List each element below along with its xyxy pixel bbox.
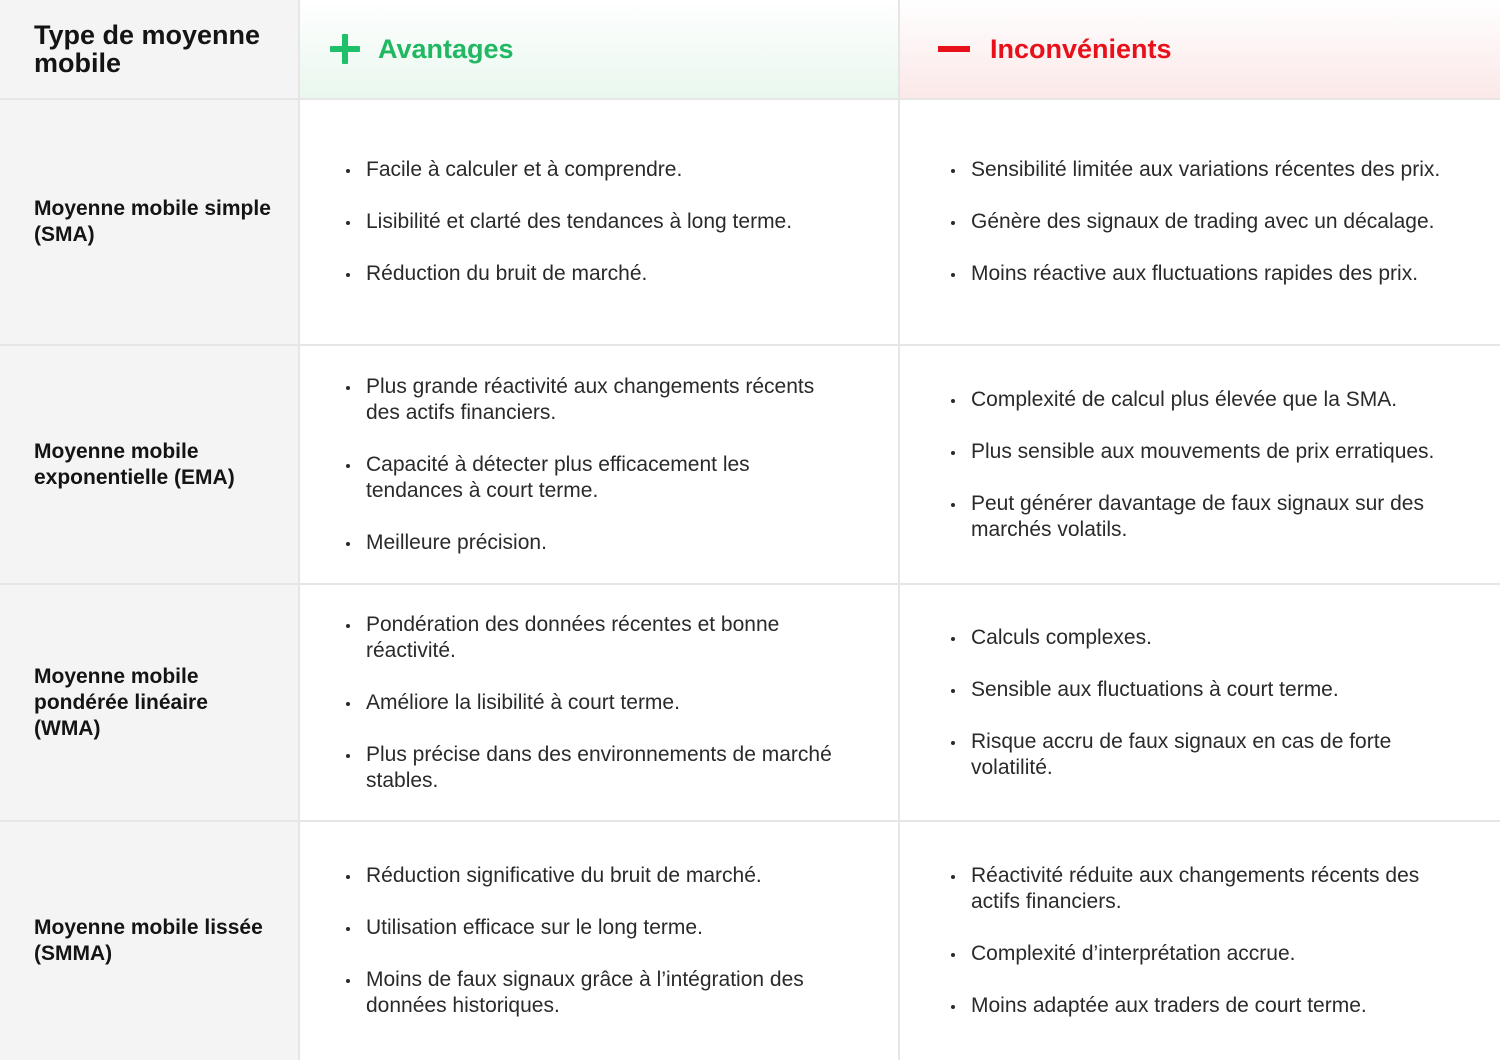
list-item: Moins réactive aux fluctuations rapides des prix. [951, 261, 1440, 287]
list-item: Calculs complexes. [951, 625, 1451, 651]
header-type-title: Type de moyenne mobile [34, 20, 261, 78]
list-item: Moins adaptée aux traders de court terme. [951, 993, 1451, 1019]
list-item: Plus sensible aux mouvements de prix erratiques. [951, 439, 1451, 465]
row-type-cell [0, 346, 300, 585]
advantages-list [346, 612, 846, 794]
list-item: Réduction du bruit de marché. [346, 261, 792, 287]
list-item: Améliore la lisibilité à court terme. [346, 690, 846, 716]
list-item: Utilisation efficace sur le long terme. [346, 915, 846, 941]
advantages-cell [300, 100, 900, 346]
row-type-label: Moyenne mobile pondérée linéaire (WMA) [34, 664, 208, 740]
list-item: Complexité de calcul plus élevée que la SMA. [951, 387, 1451, 413]
list-item: Capacité à détecter plus efficacement les tendances à court terme. [346, 452, 846, 504]
list-item: Plus grande réactivité aux changements récents des actifs financiers. [346, 374, 846, 426]
advantages-list [346, 157, 792, 287]
disadvantages-list [951, 863, 1451, 1019]
advantages-cell [300, 585, 900, 822]
list-item: Pondération des données récentes et bonne réactivité. [346, 612, 846, 664]
list-item: Réactivité réduite aux changements récents des actifs financiers. [951, 863, 1451, 915]
header-advantages-cell [300, 0, 900, 100]
row-type-cell [0, 822, 300, 1060]
disadvantages-cell [900, 822, 1500, 1060]
row-type-cell [0, 585, 300, 822]
row-type-label: Moyenne mobile lissée (SMMA) [34, 916, 263, 965]
header-type-cell [0, 0, 300, 100]
advantages-cell [300, 822, 900, 1060]
list-item: Plus précise dans des environnements de marché stables. [346, 742, 846, 794]
list-item: Lisibilité et clarté des tendances à long terme. [346, 209, 792, 235]
advantages-list [346, 374, 846, 556]
row-type-cell [0, 100, 300, 346]
disadvantages-cell [900, 100, 1500, 346]
row-type-label: Moyenne mobile exponentielle (EMA) [34, 439, 235, 489]
minus-icon [938, 46, 970, 52]
disadvantages-list [951, 625, 1451, 781]
list-item: Génère des signaux de trading avec un décalage. [951, 209, 1440, 235]
header-advantages-label: Avantages [378, 33, 514, 64]
advantages-cell [300, 346, 900, 585]
disadvantages-list [951, 387, 1451, 543]
plus-icon [330, 34, 360, 64]
disadvantages-cell [900, 585, 1500, 822]
list-item: Complexité d’interprétation accrue. [951, 941, 1451, 967]
list-item: Facile à calculer et à comprendre. [346, 157, 792, 183]
list-item: Meilleure précision. [346, 530, 846, 556]
advantages-list [346, 863, 846, 1019]
list-item: Réduction significative du bruit de marché. [346, 863, 846, 889]
list-item: Sensibilité limitée aux variations récentes des prix. [951, 157, 1440, 183]
row-type-label: Moyenne mobile simple (SMA) [34, 197, 271, 246]
list-item: Moins de faux signaux grâce à l’intégration des données historiques. [346, 967, 846, 1019]
list-item: Risque accru de faux signaux en cas de forte volatilité. [951, 729, 1451, 781]
disadvantages-list [951, 157, 1440, 287]
header-disadvantages-cell [900, 0, 1500, 100]
header-disadvantages-label: Inconvénients [990, 33, 1172, 64]
list-item: Sensible aux fluctuations à court terme. [951, 677, 1451, 703]
list-item: Peut générer davantage de faux signaux sur des marchés volatils. [951, 491, 1451, 543]
disadvantages-cell [900, 346, 1500, 585]
